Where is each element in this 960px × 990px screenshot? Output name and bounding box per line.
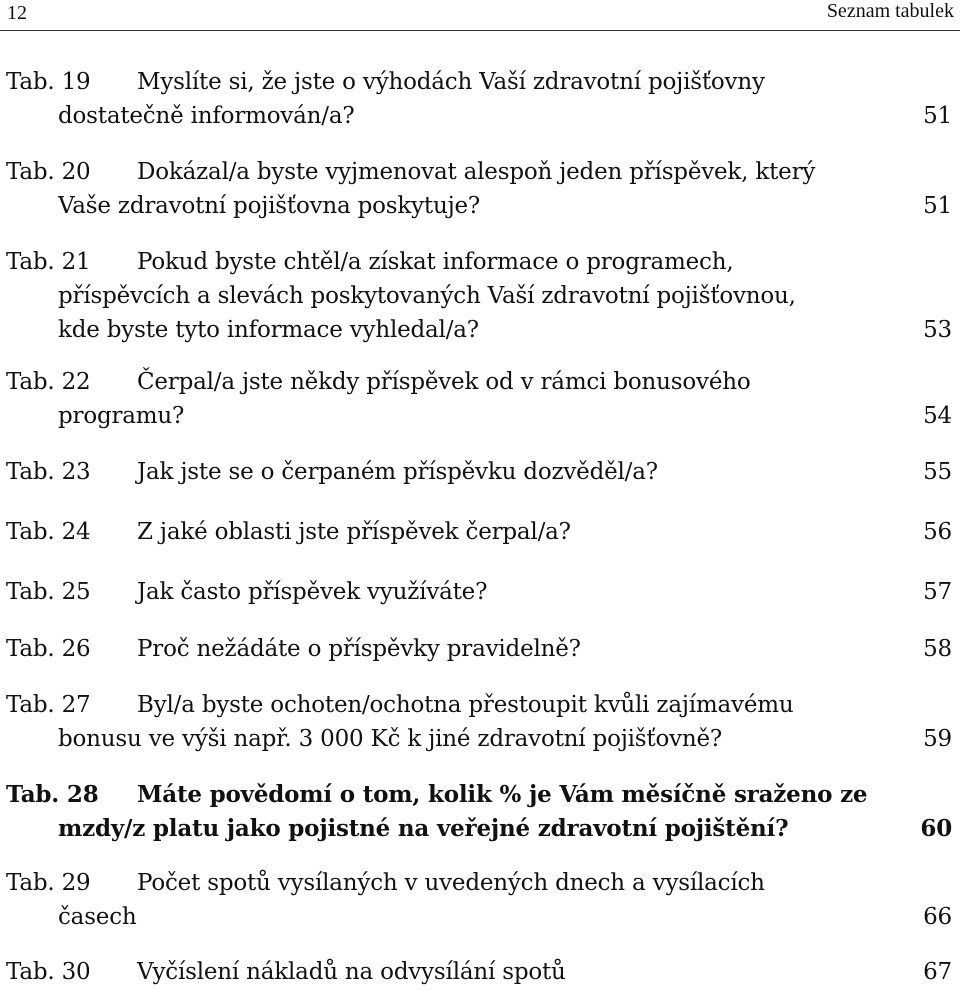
toc-entry-line xyxy=(6,900,952,934)
page-reference: 67 xyxy=(923,959,952,985)
page-reference: 56 xyxy=(923,519,952,545)
page-reference: 51 xyxy=(923,103,952,129)
toc-entry-line xyxy=(6,575,952,609)
toc-entry-line xyxy=(6,155,952,189)
table-title-text: bonusu ve výši např. 3 000 Kč k jiné zdravotní pojišťovně? xyxy=(58,726,723,752)
toc-entry-line xyxy=(6,189,952,223)
toc-entry[interactable] xyxy=(6,688,952,756)
page-reference: 59 xyxy=(923,726,952,752)
toc-entry-line xyxy=(6,313,952,347)
page-header xyxy=(0,0,960,31)
table-label: Tab. 26 xyxy=(6,636,91,662)
table-title-text: Byl/a byste ochoten/ochotna přestoupit kvůli zajímavému xyxy=(137,692,794,718)
table-title-text: časech xyxy=(58,904,137,930)
toc-entry[interactable] xyxy=(6,866,952,934)
page-reference: 57 xyxy=(923,579,952,605)
table-label: Tab. 19 xyxy=(6,69,91,95)
table-title-text: Čerpal/a jste někdy příspěvek od v rámci bonusového xyxy=(137,369,751,395)
toc-entry-line xyxy=(6,866,952,900)
page-reference: 54 xyxy=(923,403,952,429)
table-title-text: Z jaké oblasti jste příspěvek čerpal/a? xyxy=(137,519,571,545)
toc-entry-line xyxy=(6,955,952,989)
table-label: Tab. 30 xyxy=(6,959,91,985)
page-number: 12 xyxy=(7,2,27,24)
toc-entry-line xyxy=(6,279,952,313)
table-label: Tab. 29 xyxy=(6,870,91,896)
toc-entry[interactable] xyxy=(6,245,952,347)
toc-entry-line xyxy=(6,99,952,133)
toc-entry-line xyxy=(6,515,952,549)
toc-entry-line xyxy=(6,688,952,722)
toc-entry[interactable] xyxy=(6,155,952,223)
table-title-text: Jak často příspěvek využíváte? xyxy=(137,579,488,605)
table-title-text: programu? xyxy=(58,403,185,429)
table-title-text: Proč nežádáte o příspěvky pravidelně? xyxy=(137,636,581,662)
table-title-text: Vaše zdravotní pojišťovna poskytuje? xyxy=(58,193,481,219)
table-label: Tab. 24 xyxy=(6,519,91,545)
toc-entry-line xyxy=(6,722,952,756)
toc-entry-line xyxy=(6,632,952,666)
table-title-text: dostatečně informován/a? xyxy=(58,103,355,129)
page-reference: 55 xyxy=(923,459,952,485)
page-reference: 53 xyxy=(923,317,952,343)
toc-entry-line xyxy=(6,455,952,489)
table-label: Tab. 28 xyxy=(6,781,99,808)
table-title-text: Jak jste se o čerpaném příspěvku dozvěděl/a? xyxy=(137,459,658,485)
table-title-text: Počet spotů vysílaných v uvedených dnech a vysílacích xyxy=(137,870,765,896)
table-title-text: Máte povědomí o tom, kolik % je Vám měsíčně sraženo ze xyxy=(137,781,868,808)
toc-entry[interactable] xyxy=(6,575,952,609)
toc-entry[interactable] xyxy=(6,632,952,666)
toc-entry[interactable] xyxy=(6,65,952,133)
table-label: Tab. 22 xyxy=(6,369,91,395)
table-label: Tab. 27 xyxy=(6,692,91,718)
page-reference: 58 xyxy=(923,636,952,662)
table-label: Tab. 23 xyxy=(6,459,91,485)
toc-entry-line xyxy=(6,812,952,846)
table-label: Tab. 21 xyxy=(6,249,91,275)
running-title: Seznam tabulek xyxy=(826,0,954,22)
table-title-text: Dokázal/a byste vyjmenovat alespoň jeden příspěvek, který xyxy=(137,159,816,185)
page-reference: 51 xyxy=(923,193,952,219)
page-reference: 66 xyxy=(923,904,952,930)
page-reference: 60 xyxy=(920,815,952,842)
table-title-text: Vyčíslení nákladů na odvysílání spotů xyxy=(137,959,566,985)
table-title-text: příspěvcích a slevách poskytovaných Vaší zdravotní pojišťovnou, xyxy=(58,283,796,309)
toc-entry-line xyxy=(6,365,952,399)
toc-entry[interactable] xyxy=(6,955,952,989)
toc-entry-line xyxy=(6,778,952,812)
table-label: Tab. 20 xyxy=(6,159,91,185)
toc-entry[interactable] xyxy=(6,455,952,489)
toc-entry-line xyxy=(6,65,952,99)
toc-entry[interactable] xyxy=(6,515,952,549)
table-title-text: mzdy/z platu jako pojistné na veřejné zdravotní pojištění? xyxy=(58,815,789,842)
table-label: Tab. 25 xyxy=(6,579,91,605)
table-title-text: Pokud byste chtěl/a získat informace o programech, xyxy=(137,249,734,275)
table-title-text: kde byste tyto informace vyhledal/a? xyxy=(58,317,479,343)
toc-entry[interactable] xyxy=(6,365,952,433)
table-title-text: Myslíte si, že jste o výhodách Vaší zdravotní pojišťovny xyxy=(137,69,765,95)
toc-entry-line xyxy=(6,399,952,433)
toc-entry-line xyxy=(6,245,952,279)
toc-entry[interactable] xyxy=(6,778,952,846)
